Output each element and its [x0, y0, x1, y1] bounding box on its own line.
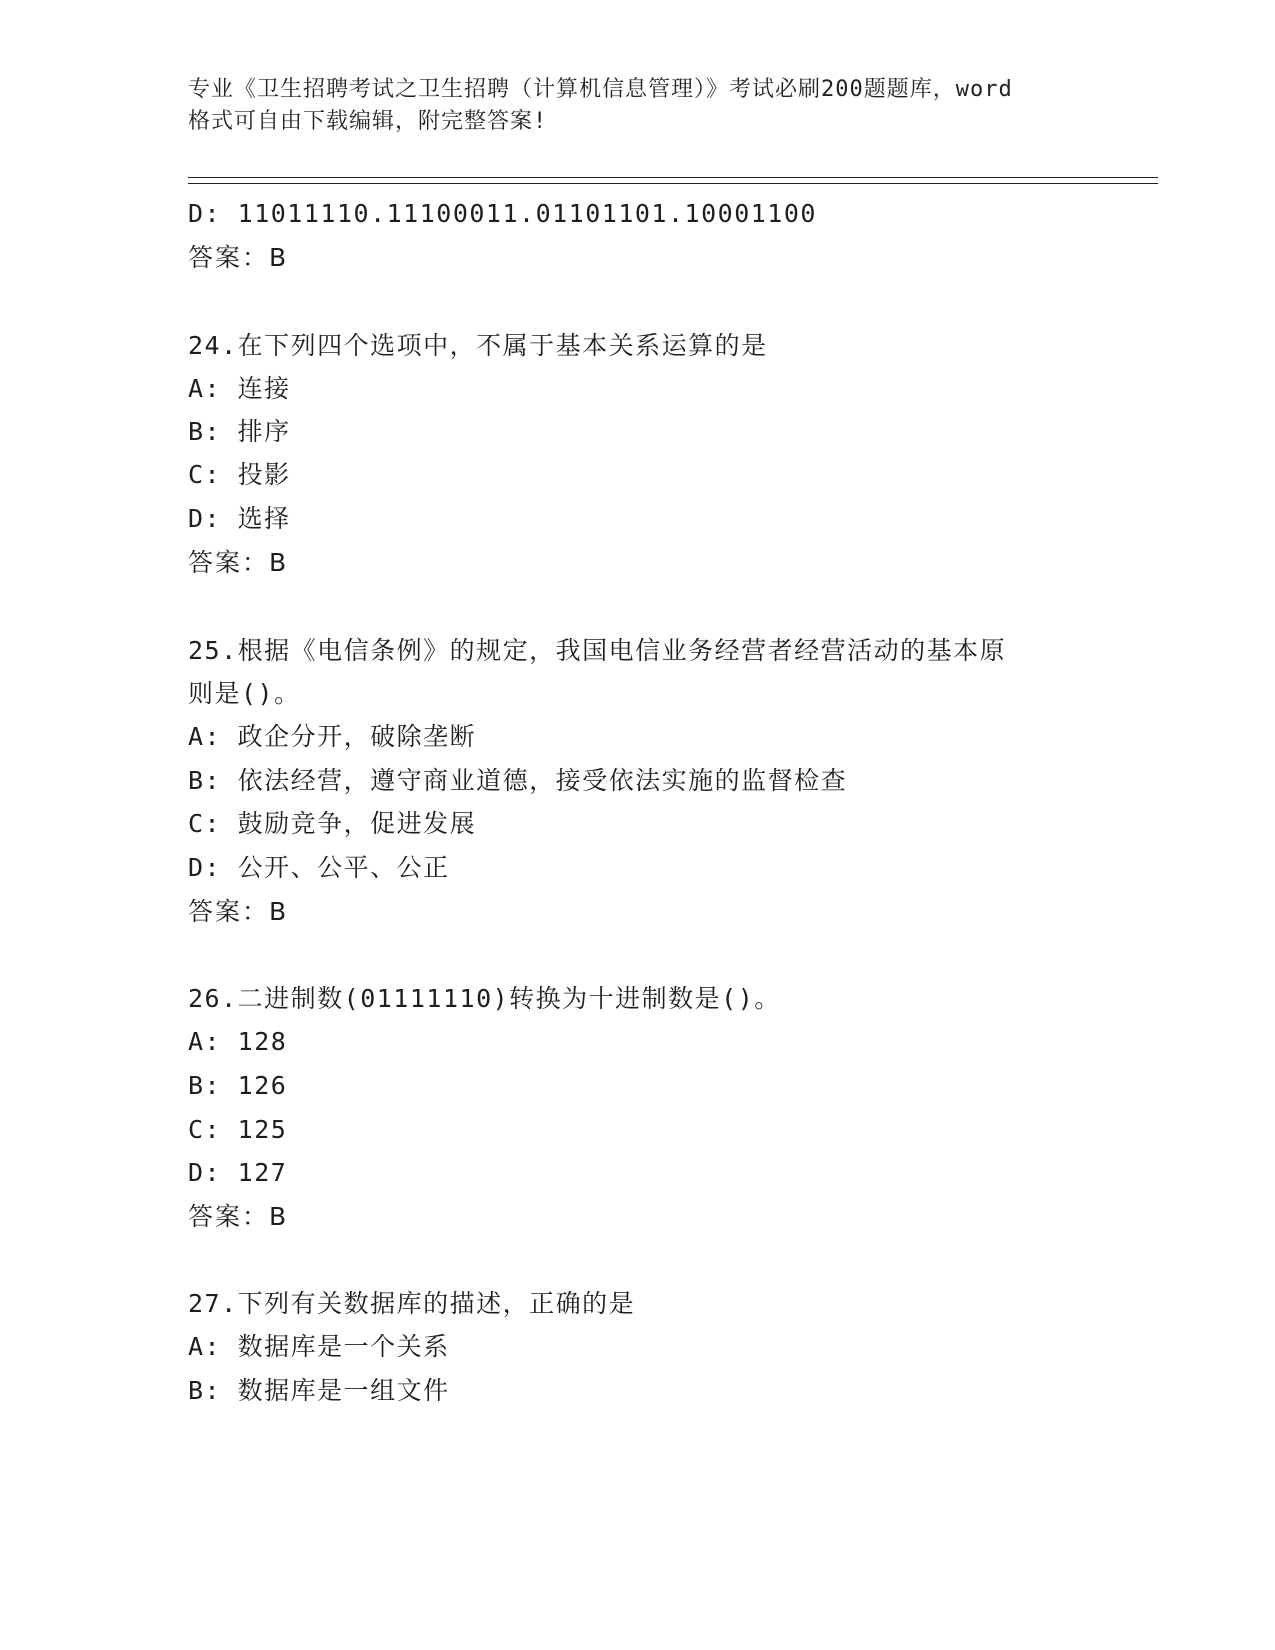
- question-25-option-c: C: 鼓励竞争，促进发展: [188, 809, 477, 838]
- prev-answer: 答案：B: [188, 243, 289, 272]
- question-25-stem-line-1: 25.根据《电信条例》的规定，我国电信业务经营者经营活动的基本原: [188, 636, 1007, 665]
- prev-option-d: D: 11011110.11100011.01101101.10001100: [188, 199, 817, 228]
- question-24-option-d: D: 选择: [188, 504, 291, 533]
- question-26-option-c: C: 125: [188, 1115, 288, 1144]
- question-25-stem-line-2: 则是()。: [188, 679, 301, 708]
- question-25-option-b: B: 依法经营，遵守商业道德，接受依法实施的监督检查: [188, 766, 848, 795]
- question-25-answer: 答案：B: [188, 897, 289, 926]
- question-24-stem: 24.在下列四个选项中，不属于基本关系运算的是: [188, 331, 768, 360]
- header-line-2: 格式可自由下载编辑，附完整答案!: [188, 109, 548, 134]
- question-27-stem: 27.下列有关数据库的描述，正确的是: [188, 1289, 636, 1318]
- question-26-option-b: B: 126: [188, 1071, 288, 1100]
- question-24-answer: 答案：B: [188, 548, 289, 577]
- question-26-stem: 26.二进制数(01111110)转换为十进制数是()。: [188, 984, 781, 1013]
- question-27-option-b: B: 数据库是一组文件: [188, 1376, 450, 1405]
- question-24-option-b: B: 排序: [188, 417, 291, 446]
- document-header: [188, 74, 1098, 138]
- header-divider-bottom: [188, 183, 1158, 184]
- question-25-option-a: A: 政企分开，破除垄断: [188, 722, 477, 751]
- question-24-option-c: C: 投影: [188, 460, 291, 489]
- question-25-option-d: D: 公开、公平、公正: [188, 853, 450, 882]
- header-divider-top: [188, 177, 1158, 178]
- question-26-answer: 答案：B: [188, 1202, 289, 1231]
- question-26-option-d: D: 127: [188, 1158, 288, 1187]
- header-line-1: 专业《卫生招聘考试之卫生招聘（计算机信息管理）》考试必刷200题题库，word: [188, 77, 1013, 102]
- question-27-option-a: A: 数据库是一个关系: [188, 1332, 450, 1361]
- question-26-option-a: A: 128: [188, 1027, 288, 1056]
- question-24-option-a: A: 连接: [188, 374, 291, 403]
